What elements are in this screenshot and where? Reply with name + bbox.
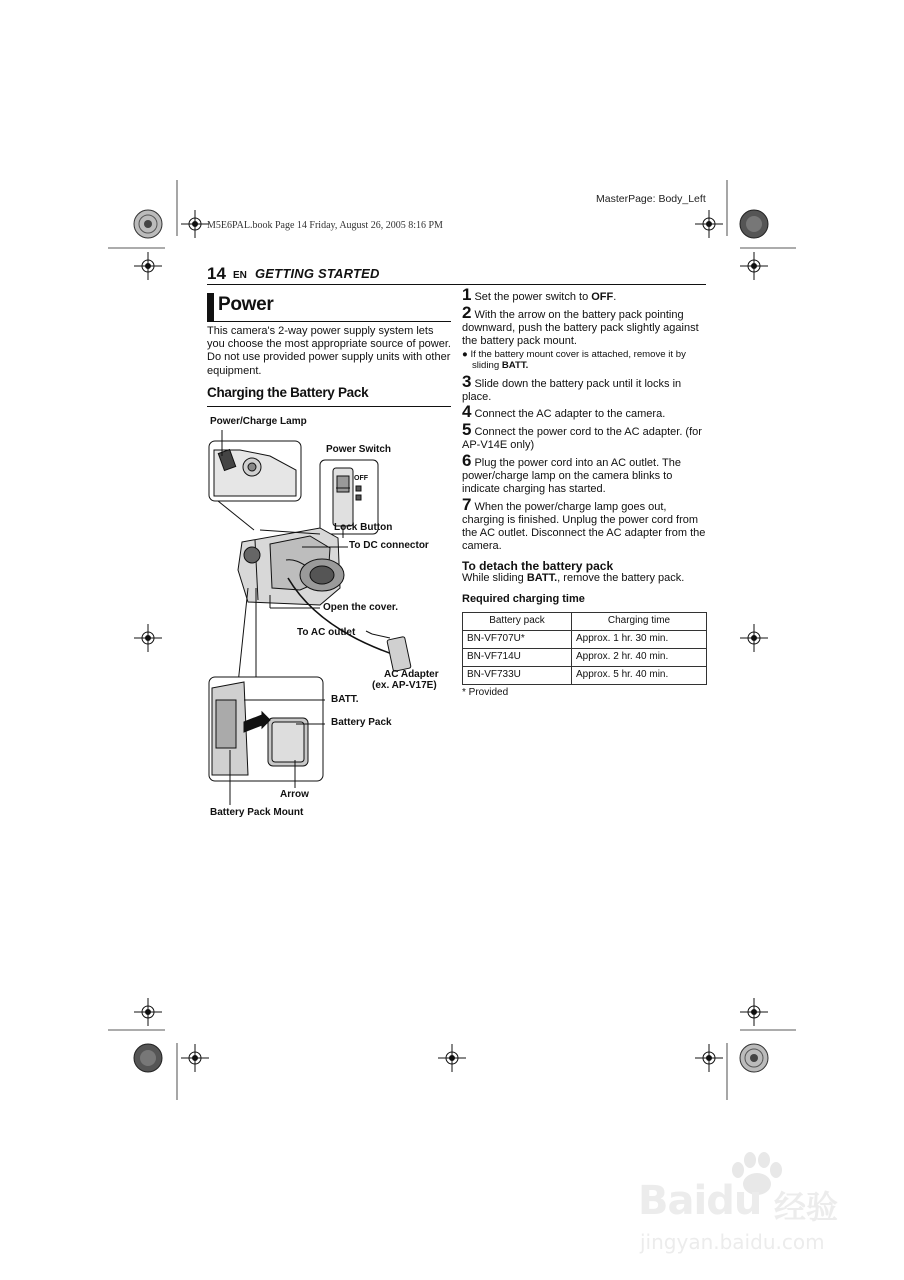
step-4: 4 Connect the AC adapter to the camera.: [462, 402, 666, 422]
step-5: 5 Connect the power cord to the AC adapter. (for AP-V14E only): [462, 420, 702, 452]
step-number: 4: [462, 402, 472, 422]
column-header: Charging time: [572, 613, 707, 631]
table-row: [463, 631, 707, 649]
charging-illustration: [200, 410, 460, 830]
power-heading-bar: [207, 293, 214, 321]
power-intro: This camera's 2-way power supply system lets you choose the most appropriate source of power. Do not use provided power supply units with other equipment.: [207, 325, 451, 377]
power-title: Power: [218, 294, 274, 315]
masterpage-label: MasterPage: Body_Left: [596, 193, 706, 205]
label-power-switch: Power Switch: [326, 444, 392, 455]
watermark-url: jingyan.baidu.com: [640, 1230, 825, 1254]
step-7: 7 When the power/charge lamp goes out, charging is finished. Unplug the power cord from the AC outlet. Disconnect the AC adapter from the camera.: [462, 494, 706, 552]
page-number: 14: [207, 264, 226, 283]
label-ac-adapter-model: (ex. AP-V17E): [372, 680, 437, 691]
table-cell: BN-VF707U*: [463, 631, 572, 649]
page-header: [207, 264, 706, 285]
page-language: EN: [233, 270, 247, 281]
label-power-charge-lamp: Power/Charge Lamp: [210, 416, 307, 427]
table-header-row: [463, 613, 707, 631]
table-footnote: * Provided: [462, 687, 509, 699]
label-off: OFF: [354, 475, 368, 482]
table-row: [463, 667, 707, 685]
watermark-brand-cn: 经验: [774, 1188, 839, 1226]
step-2-bullet: ● If the battery mount cover is attached, remove it by sliding BATT.: [462, 348, 686, 372]
charging-time-heading: Required charging time: [462, 593, 585, 606]
power-rule: [207, 321, 451, 322]
table-row: [463, 649, 707, 667]
table-cell: BN-VF733U: [463, 667, 572, 685]
table-cell: BN-VF714U: [463, 649, 572, 667]
label-batt: BATT.: [331, 694, 359, 705]
step-3: 3 Slide down the battery pack until it locks in place.: [462, 371, 682, 403]
label-lock-button: Lock Button: [334, 522, 393, 533]
watermark-brand: Baidu: [638, 1178, 762, 1224]
charging-rule: [207, 406, 451, 407]
detach-heading: To detach the battery pack: [462, 558, 614, 573]
label-battery-pack: Battery Pack: [331, 717, 392, 728]
step-2: 2 With the arrow on the battery pack pointing downward, push the battery pack slightly against the battery pack mount.: [462, 302, 699, 347]
label-to-dc-connector: To DC connector: [349, 540, 429, 551]
book-info-line: M5E6PAL.book Page 14 Friday, August 26, 2005 8:16 PM: [207, 220, 443, 231]
step-number: 2: [462, 302, 472, 322]
charging-time-table: [462, 612, 707, 685]
label-battery-pack-mount: Battery Pack Mount: [210, 807, 304, 818]
section-title: GETTING STARTED: [255, 266, 380, 281]
step-number: 5: [462, 420, 472, 440]
column-header: Battery pack: [463, 613, 572, 631]
table-cell: Approx. 2 hr. 40 min.: [572, 649, 707, 667]
step-6: 6 Plug the power cord into an AC outlet. The power/charge lamp on the camera blinks to indicate charging has started.: [462, 451, 681, 495]
charging-heading: Charging the Battery Pack: [207, 385, 369, 400]
label-arrow: Arrow: [280, 789, 309, 800]
step-number: 1: [462, 285, 472, 304]
label-ac-adapter: AC Adapter: [384, 669, 439, 680]
table-cell: Approx. 5 hr. 40 min.: [572, 667, 707, 685]
step-1: 1 Set the power switch to OFF.: [462, 285, 617, 304]
label-open-cover: Open the cover.: [323, 602, 399, 613]
step-number: 3: [462, 371, 472, 391]
step-number: 7: [462, 494, 472, 514]
step-number: 6: [462, 451, 472, 471]
table-cell: Approx. 1 hr. 30 min.: [572, 631, 707, 649]
label-to-ac-outlet: To AC outlet: [297, 627, 356, 638]
baidu-watermark: [636, 1150, 866, 1260]
detach-text: While sliding BATT., remove the battery pack.: [462, 572, 685, 585]
steps-column: [462, 287, 708, 700]
